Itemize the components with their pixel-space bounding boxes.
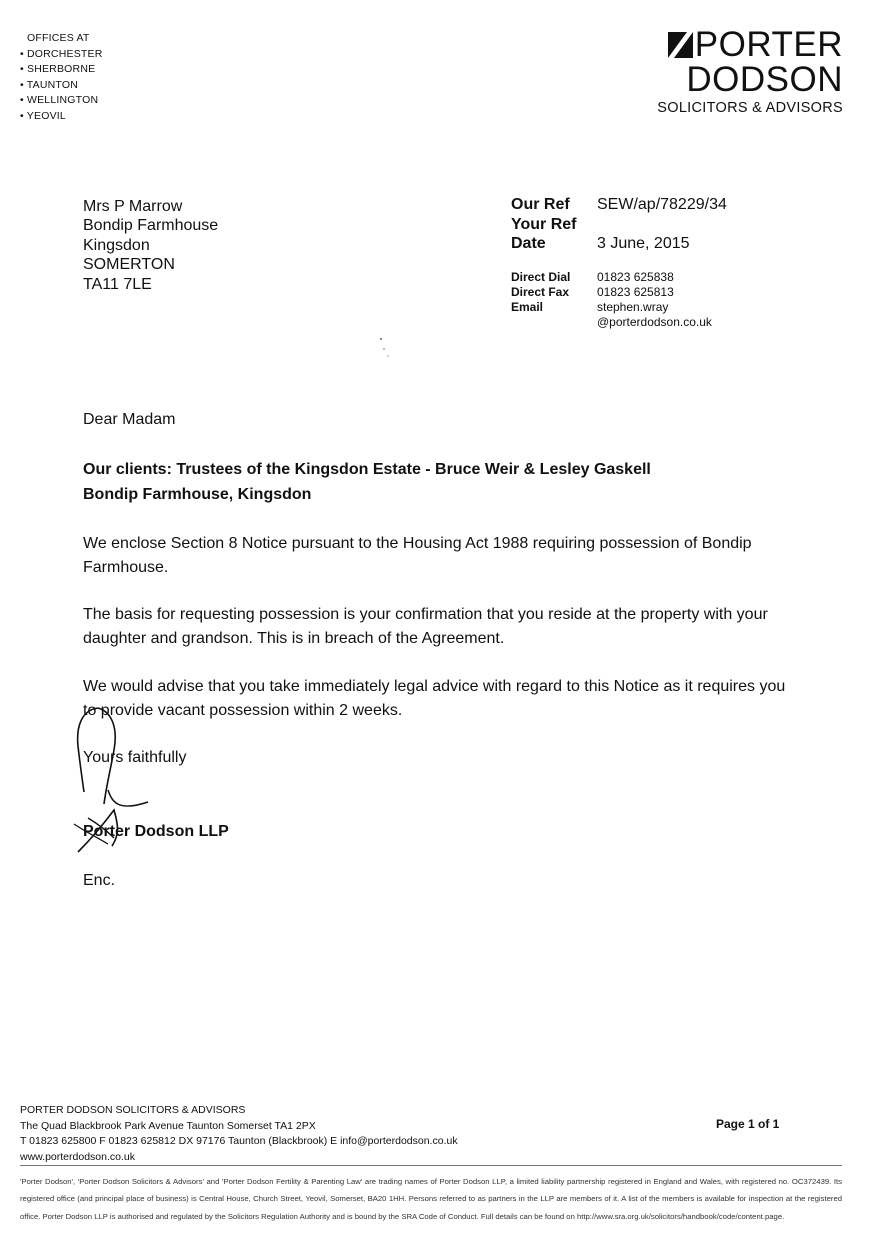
direct-fax-label: Direct Fax xyxy=(511,284,570,299)
direct-dial-row xyxy=(511,270,727,285)
email-label: Email xyxy=(511,299,544,314)
scan-speck-marks xyxy=(377,335,397,365)
your-ref-row xyxy=(511,216,727,236)
our-ref-label: Our Ref xyxy=(511,196,570,213)
email-value-line2: @porterdodson.co.uk xyxy=(597,314,712,329)
address-line: SOMERTON xyxy=(83,256,175,274)
footer-address: The Quad Blackbrook Park Avenue Taunton Somerset TA1 2PX xyxy=(20,1119,316,1132)
salutation: Dear Madam xyxy=(83,411,176,428)
offices-list xyxy=(20,31,103,125)
address-line: Kingsdon xyxy=(83,236,150,254)
footer-website: www.porterdodson.co.uk xyxy=(20,1150,135,1163)
offices-heading: OFFICES AT xyxy=(27,32,90,44)
office-item: • YEOVIL xyxy=(20,109,66,122)
address-line: Mrs P Marrow xyxy=(83,198,183,215)
direct-fax-row xyxy=(511,285,727,300)
date-label: Date xyxy=(511,235,546,252)
reference-block xyxy=(511,196,727,330)
logo-word-porter: PORTER xyxy=(694,25,843,64)
company-logo xyxy=(657,25,843,117)
footer-contact xyxy=(20,1103,458,1165)
our-ref-row xyxy=(511,196,727,216)
date-row xyxy=(511,235,727,255)
subject-line-1: Our clients: Trustees of the Kingsdon Estate - Bruce Weir & Lesley Gaskell xyxy=(83,461,651,478)
logo-tagline: SOLICITORS & ADVISORS xyxy=(657,100,843,116)
page-number: Page 1 of 1 xyxy=(716,1117,780,1131)
legal-disclaimer: 'Porter Dodson', 'Porter Dodson Solicitors & Advisors' and 'Porter Dodson Fertility & Parenting Law' are trading names of Porter Dodson LLP, a limited liability partnership registered in England and Wales, with registered no. OC372439. Its registered office (and principal place of business) is Central House, Church Street, Yeovil, Somerset, BA20 1HH. Persons referred to as partners in the LLP are members of it. A list of the members is available for inspection at the registered office. Porter Dodson LLP is authorised and regulated by the Solicitors Regulation Authority and is bound by the SRA Code of Conduct. Full details can be found on http://www.sra.org.uk/solicitors/handbook/code/content.page. xyxy=(20,1177,842,1221)
address-line: TA11 7LE xyxy=(83,275,152,293)
office-item: • WELLINGTON xyxy=(20,94,99,107)
paragraph-3: We would advise that you take immediately legal advice with regard to this Notice as it requires you to provide vacant possession within 2 weeks. xyxy=(83,678,786,719)
footer-firm: PORTER DODSON SOLICITORS & ADVISORS xyxy=(20,1104,246,1116)
handwritten-signature xyxy=(68,706,178,876)
date-value: 3 June, 2015 xyxy=(597,235,690,252)
footer-divider xyxy=(20,1165,842,1166)
logo-slash-icon xyxy=(668,32,693,58)
our-ref-value: SEW/ap/78229/34 xyxy=(597,196,727,213)
signatory: Porter Dodson LLP xyxy=(83,823,229,840)
recipient-address xyxy=(83,197,218,294)
your-ref-label: Your Ref xyxy=(511,215,577,233)
office-item: • SHERBORNE xyxy=(20,63,96,76)
address-line: Bondip Farmhouse xyxy=(83,217,219,235)
subject-line-2: Bondip Farmhouse, Kingsdon xyxy=(83,486,312,503)
footer-contact-line: T 01823 625800 F 01823 625812 DX 97176 Taunton (Blackbrook) E info@porterdodson.co.uk xyxy=(20,1135,458,1147)
direct-fax-value: 01823 625813 xyxy=(597,284,674,299)
paragraph-2: The basis for requesting possession is your confirmation that you reside at the property with your daughter and grandson. This is in breach of the Agreement. xyxy=(83,606,768,647)
paragraph-1: We enclose Section 8 Notice pursuant to the Housing Act 1988 requiring possession of Bondip Farmhouse. xyxy=(83,535,752,576)
logo-word-dodson: DODSON xyxy=(686,60,843,99)
office-item: • DORCHESTER xyxy=(20,47,103,60)
email-value-line1: stephen.wray xyxy=(597,299,669,314)
office-item: • TAUNTON xyxy=(20,78,78,91)
direct-dial-value: 01823 625838 xyxy=(597,269,674,284)
direct-dial-label: Direct Dial xyxy=(511,269,571,284)
email-row xyxy=(511,300,727,330)
enclosure: Enc. xyxy=(83,872,116,889)
closing: Yours faithfully xyxy=(83,749,187,766)
